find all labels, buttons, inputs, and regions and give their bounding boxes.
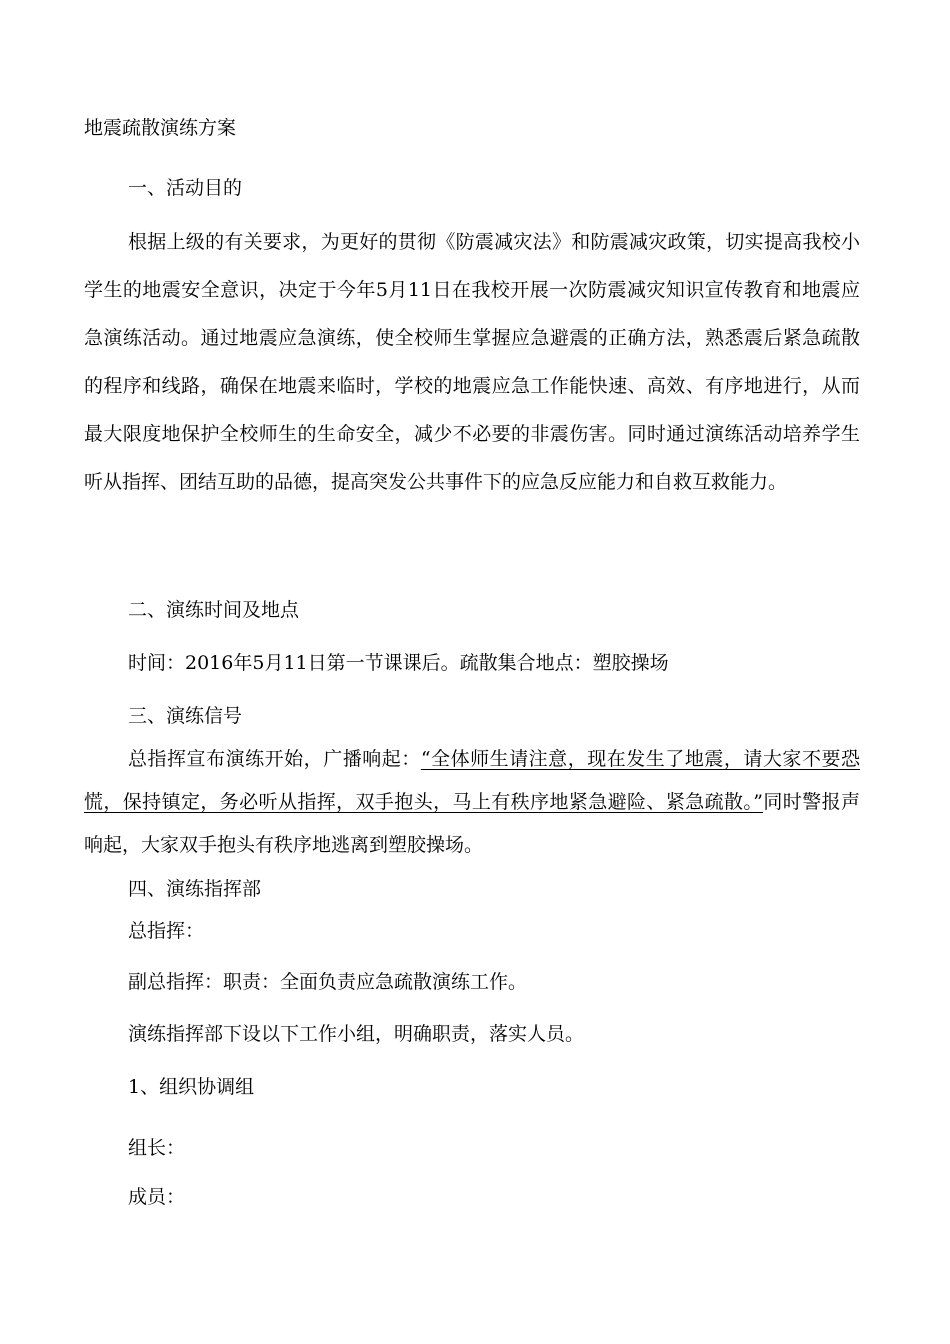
command-deputy: 副总指挥：职责：全面负责应急疏散演练工作。 xyxy=(128,971,528,993)
document-title: 地震疏散演练方案 xyxy=(84,117,237,139)
signal-text-after: 同时警报声响起，大家双手抱头有秩序地逃离到塑胶操场。 xyxy=(84,791,860,856)
command-chief: 总指挥： xyxy=(128,920,205,942)
paragraph-time-place: 时间：2016年5月11日第一节课课后。疏散集合地点：塑胶操场 xyxy=(128,652,669,674)
section-heading-signal: 三、演练信号 xyxy=(128,705,243,727)
command-groups-intro: 演练指挥部下设以下工作小组，明确职责，落实人员。 xyxy=(128,1023,585,1045)
signal-text-before: 总指挥宣布演练开始，广播响起： xyxy=(128,748,421,770)
section-heading-command: 四、演练指挥部 xyxy=(128,878,262,900)
paragraph-signal xyxy=(84,738,860,867)
section-heading-time-place: 二、演练时间及地点 xyxy=(128,599,300,621)
broadcast-quote: “全体师生请注意，现在发生了地震，请大家不要恐慌，保持镇定，务必听从指挥，双手抱头，马上有秩序地紧急避险、紧急疏散。” xyxy=(84,748,860,813)
group-members: 成员： xyxy=(128,1186,186,1208)
section-heading-purpose: 一、活动目的 xyxy=(128,177,243,199)
group-heading-coordination: 1、组织协调组 xyxy=(128,1076,255,1098)
group-leader: 组长： xyxy=(128,1137,186,1159)
paragraph-purpose: 根据上级的有关要求，为更好的贯彻《防震减灾法》和防震减灾政策，切实提高我校小学生的地震安全意识，决定于今年5月11日在我校开展一次防震减灾知识宣传教育和地震应急演练活动。通过地震应急演练，使全校师生掌握应急避震的正确方法，熟悉震后紧急疏散的程序和线路，确保在地震来临时，学校的地震应急工作能快速、高效、有序地进行，从而最大限度地保护全校师生的生命安全，减少不必要的非震伤害。同时通过演练活动培养学生听从指挥、团结互助的品德，提高突发公共事件下的应急反应能力和自救互救能力。 xyxy=(84,231,860,493)
